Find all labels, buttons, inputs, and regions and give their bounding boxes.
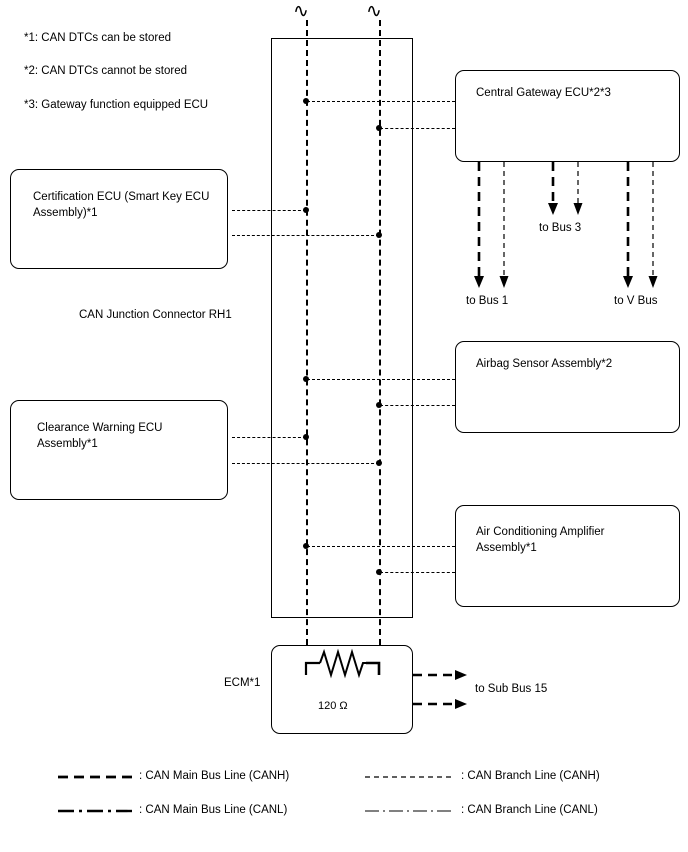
canh-branch-clearance-warning bbox=[232, 463, 379, 464]
ecm-box[interactable] bbox=[271, 645, 413, 734]
canh-branch-ac-amplifier bbox=[380, 572, 455, 573]
airbag-sensor-assembly[interactable] bbox=[455, 341, 680, 433]
junction-dot-canl-ac-amplifier bbox=[303, 543, 309, 549]
junction-dot-canh-ac-amplifier bbox=[376, 569, 382, 575]
canl-branch-clearance-warning bbox=[232, 437, 306, 438]
certification-ecu-label: Certification ECU (Smart Key ECU Assembly)*1 bbox=[33, 191, 210, 219]
to-sub-bus-15-arrows bbox=[413, 670, 467, 709]
legend-can-branch-canh: : CAN Branch Line (CANH) bbox=[461, 770, 600, 782]
ecm-label: ECM*1 bbox=[224, 677, 261, 689]
canh-branch-airbag bbox=[380, 405, 455, 406]
clearance-warning-ecu-label: Clearance Warning ECU Assembly*1 bbox=[37, 422, 163, 450]
junction-dot-canl-certification-ecu bbox=[303, 207, 309, 213]
airbag-sensor-assembly-label: Airbag Sensor Assembly*2 bbox=[476, 358, 613, 370]
to-sub-bus-15-label: to Sub Bus 15 bbox=[475, 683, 548, 695]
legend-can-main-canl: : CAN Main Bus Line (CANL) bbox=[139, 804, 288, 816]
junction-dot-canh-clearance-warning bbox=[376, 460, 382, 466]
to-bus-1-label: to Bus 1 bbox=[466, 295, 509, 307]
to-v-bus-label: to V Bus bbox=[614, 295, 658, 307]
air-conditioning-amplifier-label: Air Conditioning Amplifier Assembly*1 bbox=[476, 526, 605, 554]
air-conditioning-amplifier[interactable] bbox=[455, 505, 680, 607]
canh-branch-certification-ecu bbox=[232, 235, 379, 236]
canl-branch-airbag bbox=[307, 379, 455, 380]
to-bus-3-arrows bbox=[548, 162, 583, 215]
junction-dot-canl-clearance-warning bbox=[303, 434, 309, 440]
to-v-bus-arrows bbox=[623, 162, 658, 288]
resistor-value-label: 120 Ω bbox=[318, 700, 348, 712]
can-junction-connector-label: CAN Junction Connector RH1 bbox=[79, 309, 232, 321]
central-gateway-ecu[interactable] bbox=[455, 70, 680, 162]
canh-branch-central-gateway bbox=[380, 128, 455, 129]
certification-ecu[interactable] bbox=[10, 169, 228, 269]
to-bus-3-label: to Bus 3 bbox=[539, 222, 582, 234]
legend-can-branch-canl: : CAN Branch Line (CANL) bbox=[461, 804, 598, 816]
can-junction-connector-box bbox=[271, 38, 413, 618]
junction-dot-canh-central-gateway bbox=[376, 125, 382, 131]
to-bus-1-arrows bbox=[474, 162, 509, 288]
canl-branch-ac-amplifier bbox=[307, 546, 455, 547]
clearance-warning-ecu[interactable] bbox=[10, 400, 228, 500]
canh-break-symbol: ∿ bbox=[366, 1, 382, 22]
canl-branch-central-gateway bbox=[307, 101, 455, 102]
canl-main-bus-line bbox=[306, 20, 308, 675]
canl-break-symbol: ∿ bbox=[293, 1, 309, 22]
junction-dot-canl-airbag bbox=[303, 376, 309, 382]
junction-dot-canl-central-gateway bbox=[303, 98, 309, 104]
note-2: *2: CAN DTCs cannot be stored bbox=[24, 65, 187, 77]
note-1: *1: CAN DTCs can be stored bbox=[24, 32, 172, 44]
legend-can-main-canh: : CAN Main Bus Line (CANH) bbox=[139, 770, 290, 782]
note-3: *3: Gateway function equipped ECU bbox=[24, 99, 209, 111]
canl-branch-certification-ecu bbox=[232, 210, 306, 211]
junction-dot-canh-airbag bbox=[376, 402, 382, 408]
junction-dot-canh-certification-ecu bbox=[376, 232, 382, 238]
central-gateway-ecu-label: Central Gateway ECU*2*3 bbox=[476, 87, 611, 99]
canh-main-bus-line bbox=[379, 20, 381, 675]
